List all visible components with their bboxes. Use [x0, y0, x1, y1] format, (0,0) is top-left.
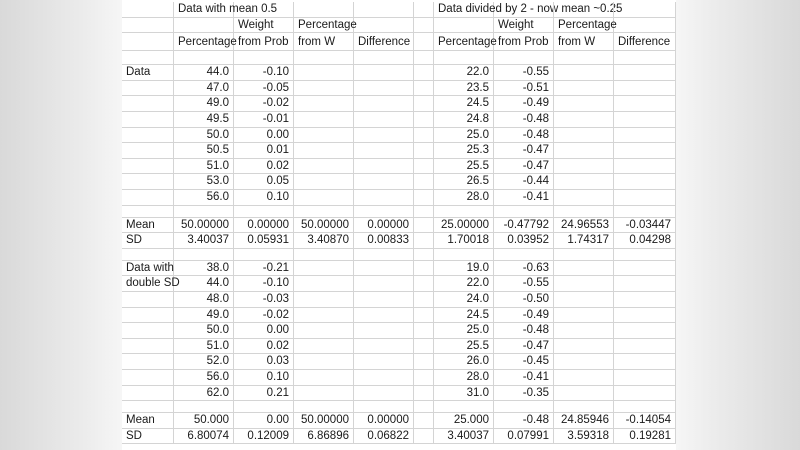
empty-cell[interactable] [122, 370, 174, 386]
empty-cell[interactable] [294, 249, 354, 261]
empty-cell[interactable] [414, 249, 434, 261]
stat-cell-sd[interactable]: 0.00833 [354, 233, 414, 249]
data-cell-weight[interactable]: -0.48 [494, 323, 554, 339]
stat-cell-mean[interactable]: -0.48 [494, 413, 554, 429]
empty-cell[interactable] [354, 51, 414, 65]
empty-cell[interactable] [414, 128, 434, 144]
empty-cell[interactable] [614, 128, 676, 144]
empty-cell[interactable] [614, 386, 676, 402]
data-cell-weight[interactable]: -0.48 [494, 112, 554, 128]
empty-cell[interactable] [414, 323, 434, 339]
data-cell-weight[interactable]: -0.02 [234, 308, 294, 324]
empty-cell[interactable] [294, 292, 354, 308]
empty-cell[interactable] [294, 308, 354, 324]
stat-cell-mean[interactable]: 50.000 [174, 413, 234, 429]
empty-cell[interactable] [554, 261, 614, 277]
data-cell-weight[interactable]: -0.41 [494, 370, 554, 386]
empty-cell[interactable] [354, 323, 414, 339]
empty-cell[interactable] [414, 261, 434, 277]
empty-cell[interactable] [122, 190, 174, 206]
empty-cell[interactable] [614, 112, 676, 128]
empty-cell[interactable] [414, 190, 434, 206]
data-cell-percentage[interactable]: 24.5 [434, 96, 494, 112]
data-cell-percentage[interactable]: 22.0 [434, 65, 494, 81]
empty-cell[interactable] [414, 96, 434, 112]
data-cell-percentage[interactable]: 50.0 [174, 323, 234, 339]
empty-cell[interactable] [354, 370, 414, 386]
data-cell-percentage[interactable]: 52.0 [174, 354, 234, 370]
stat-cell-mean[interactable]: 24.96553 [554, 218, 614, 234]
empty-cell[interactable] [494, 2, 554, 18]
empty-cell[interactable] [614, 65, 676, 81]
empty-cell[interactable] [122, 81, 174, 97]
empty-cell[interactable] [354, 112, 414, 128]
empty-cell[interactable] [614, 323, 676, 339]
data-cell-percentage[interactable]: 53.0 [174, 174, 234, 190]
column-header-line1[interactable]: Weight [494, 18, 554, 34]
empty-cell[interactable] [354, 159, 414, 175]
empty-cell[interactable] [294, 159, 354, 175]
stat-cell-sd[interactable]: 0.03952 [494, 233, 554, 249]
data-cell-weight[interactable]: 0.02 [234, 159, 294, 175]
row-label-sd[interactable]: SD [122, 429, 174, 445]
data-cell-percentage[interactable]: 25.5 [434, 159, 494, 175]
empty-cell[interactable] [354, 292, 414, 308]
empty-cell[interactable] [122, 51, 174, 65]
empty-cell[interactable] [414, 206, 434, 218]
stat-cell-sd[interactable]: 3.40037 [174, 233, 234, 249]
empty-cell[interactable] [414, 233, 434, 249]
stat-cell-sd[interactable]: 1.70018 [434, 233, 494, 249]
empty-cell[interactable] [122, 174, 174, 190]
data-cell-percentage[interactable]: 25.3 [434, 143, 494, 159]
data-cell-percentage[interactable]: 44.0 [174, 276, 234, 292]
stat-cell-mean[interactable]: 0.00 [234, 413, 294, 429]
data-cell-weight[interactable]: -0.47 [494, 143, 554, 159]
empty-cell[interactable] [294, 386, 354, 402]
empty-cell[interactable] [614, 249, 676, 261]
empty-cell[interactable] [414, 339, 434, 355]
data-cell-percentage[interactable]: 28.0 [434, 370, 494, 386]
data-cell-percentage[interactable]: 49.0 [174, 96, 234, 112]
data-cell-percentage[interactable]: 26.5 [434, 174, 494, 190]
data-cell-weight[interactable]: -0.48 [494, 128, 554, 144]
empty-cell[interactable] [294, 354, 354, 370]
data-cell-percentage[interactable]: 49.0 [174, 308, 234, 324]
empty-cell[interactable] [414, 354, 434, 370]
stat-cell-sd[interactable]: 1.74317 [554, 233, 614, 249]
row-label-mean[interactable]: Mean [122, 218, 174, 234]
empty-cell[interactable] [554, 51, 614, 65]
data-cell-percentage[interactable]: 49.5 [174, 112, 234, 128]
empty-cell[interactable] [434, 206, 494, 218]
empty-cell[interactable] [554, 386, 614, 402]
data-cell-percentage[interactable]: 47.0 [174, 81, 234, 97]
empty-cell[interactable] [614, 308, 676, 324]
data-cell-weight[interactable]: -0.45 [494, 354, 554, 370]
stat-cell-sd[interactable]: 0.06822 [354, 429, 414, 445]
empty-cell[interactable] [414, 112, 434, 128]
empty-cell[interactable] [414, 143, 434, 159]
empty-cell[interactable] [554, 112, 614, 128]
empty-cell[interactable] [122, 249, 174, 261]
empty-cell[interactable] [354, 2, 414, 18]
data-cell-percentage[interactable]: 25.0 [434, 323, 494, 339]
empty-cell[interactable] [414, 386, 434, 402]
empty-cell[interactable] [354, 386, 414, 402]
row-label-sd[interactable]: SD [122, 233, 174, 249]
data-cell-weight[interactable]: 0.00 [234, 128, 294, 144]
data-cell-percentage[interactable]: 24.8 [434, 112, 494, 128]
empty-cell[interactable] [294, 206, 354, 218]
empty-cell[interactable] [354, 190, 414, 206]
data-cell-weight[interactable]: 0.03 [234, 354, 294, 370]
empty-cell[interactable] [554, 143, 614, 159]
empty-cell[interactable] [614, 190, 676, 206]
empty-cell[interactable] [234, 2, 294, 18]
empty-cell[interactable] [614, 2, 676, 18]
empty-cell[interactable] [554, 174, 614, 190]
empty-cell[interactable] [354, 96, 414, 112]
empty-cell[interactable] [554, 370, 614, 386]
empty-cell[interactable] [414, 81, 434, 97]
row-label-mean[interactable]: Mean [122, 413, 174, 429]
empty-cell[interactable] [294, 128, 354, 144]
data-cell-weight[interactable]: -0.03 [234, 292, 294, 308]
data-cell-weight[interactable]: -0.10 [234, 276, 294, 292]
column-header-line2[interactable]: from W [294, 33, 354, 51]
empty-cell[interactable] [614, 261, 676, 277]
empty-cell[interactable] [614, 96, 676, 112]
empty-cell[interactable] [414, 33, 434, 51]
empty-cell[interactable] [294, 51, 354, 65]
column-header-line2[interactable]: Percentage [174, 33, 234, 51]
stat-cell-mean[interactable]: -0.47792 [494, 218, 554, 234]
empty-cell[interactable] [294, 261, 354, 277]
empty-cell[interactable] [122, 33, 174, 51]
data-cell-percentage[interactable]: 50.5 [174, 143, 234, 159]
empty-cell[interactable] [234, 401, 294, 413]
empty-cell[interactable] [554, 159, 614, 175]
empty-cell[interactable] [414, 308, 434, 324]
empty-cell[interactable] [554, 276, 614, 292]
data-cell-percentage[interactable]: 25.5 [434, 339, 494, 355]
left-screen-margin [0, 0, 122, 450]
empty-cell[interactable] [174, 51, 234, 65]
empty-cell[interactable] [234, 206, 294, 218]
stat-cell-mean[interactable]: -0.03447 [614, 218, 676, 234]
empty-cell[interactable] [414, 429, 434, 445]
left-block-title[interactable]: Data with mean 0.5 [174, 2, 234, 18]
data-cell-weight[interactable]: -0.47 [494, 159, 554, 175]
empty-cell[interactable] [122, 128, 174, 144]
empty-cell[interactable] [294, 370, 354, 386]
empty-cell[interactable] [414, 65, 434, 81]
data-cell-weight[interactable]: 0.01 [234, 143, 294, 159]
empty-cell[interactable] [122, 143, 174, 159]
empty-cell[interactable] [122, 206, 174, 218]
empty-cell[interactable] [354, 128, 414, 144]
empty-cell[interactable] [434, 401, 494, 413]
empty-cell[interactable] [554, 308, 614, 324]
data-cell-percentage[interactable]: 19.0 [434, 261, 494, 277]
stat-cell-mean[interactable]: 24.85946 [554, 413, 614, 429]
data-cell-weight[interactable]: -0.47 [494, 339, 554, 355]
empty-cell[interactable] [554, 323, 614, 339]
data-cell-weight[interactable]: -0.02 [234, 96, 294, 112]
empty-cell[interactable] [614, 276, 676, 292]
stat-cell-sd[interactable]: 3.40870 [294, 233, 354, 249]
empty-cell[interactable] [122, 354, 174, 370]
empty-cell[interactable] [294, 96, 354, 112]
data-cell-weight[interactable]: -0.51 [494, 81, 554, 97]
empty-cell[interactable] [122, 386, 174, 402]
empty-cell[interactable] [122, 112, 174, 128]
empty-cell[interactable] [494, 51, 554, 65]
empty-cell[interactable] [414, 401, 434, 413]
empty-cell[interactable] [294, 276, 354, 292]
column-header-line1[interactable] [354, 18, 414, 34]
data-cell-percentage[interactable]: 56.0 [174, 190, 234, 206]
empty-cell[interactable] [122, 323, 174, 339]
row-label-data[interactable]: Data [122, 65, 174, 81]
stat-cell-mean[interactable]: 50.00000 [294, 218, 354, 234]
empty-cell[interactable] [554, 292, 614, 308]
empty-cell[interactable] [122, 18, 174, 34]
empty-cell[interactable] [554, 401, 614, 413]
stat-cell-mean[interactable]: 25.000 [434, 413, 494, 429]
column-header-line2[interactable]: Percentage [434, 33, 494, 51]
data-cell-weight[interactable]: -0.55 [494, 65, 554, 81]
empty-cell[interactable] [554, 96, 614, 112]
empty-cell[interactable] [122, 401, 174, 413]
column-header-line2[interactable]: Difference [354, 33, 414, 51]
empty-cell[interactable] [174, 401, 234, 413]
empty-cell[interactable] [354, 354, 414, 370]
empty-cell[interactable] [294, 174, 354, 190]
data-cell-weight[interactable]: -0.55 [494, 276, 554, 292]
empty-cell[interactable] [554, 206, 614, 218]
empty-cell[interactable] [494, 206, 554, 218]
data-cell-weight[interactable]: -0.44 [494, 174, 554, 190]
data-cell-weight[interactable]: -0.05 [234, 81, 294, 97]
stat-cell-mean[interactable]: 50.00000 [174, 218, 234, 234]
stat-cell-mean[interactable]: -0.14054 [614, 413, 676, 429]
empty-cell[interactable] [122, 2, 174, 18]
empty-cell[interactable] [414, 370, 434, 386]
empty-cell[interactable] [294, 81, 354, 97]
empty-cell[interactable] [614, 354, 676, 370]
stat-cell-sd[interactable]: 0.05931 [234, 233, 294, 249]
empty-cell[interactable] [234, 51, 294, 65]
empty-cell[interactable] [554, 65, 614, 81]
data-cell-weight[interactable]: -0.50 [494, 292, 554, 308]
data-cell-weight[interactable]: 0.10 [234, 370, 294, 386]
stat-cell-sd[interactable]: 6.86896 [294, 429, 354, 445]
empty-cell[interactable] [294, 401, 354, 413]
empty-cell[interactable] [174, 206, 234, 218]
empty-cell[interactable] [354, 249, 414, 261]
data-cell-percentage[interactable]: 38.0 [174, 261, 234, 277]
empty-cell[interactable] [294, 339, 354, 355]
empty-cell[interactable] [494, 249, 554, 261]
empty-cell[interactable] [294, 2, 354, 18]
empty-cell[interactable] [554, 190, 614, 206]
data-cell-weight[interactable]: 0.21 [234, 386, 294, 402]
data-cell-weight[interactable]: -0.41 [494, 190, 554, 206]
column-header-line1[interactable]: Percentage [554, 18, 614, 34]
empty-cell[interactable] [614, 339, 676, 355]
data-cell-weight[interactable]: -0.49 [494, 308, 554, 324]
data-cell-weight[interactable]: 0.10 [234, 190, 294, 206]
data-cell-weight[interactable]: 0.05 [234, 174, 294, 190]
data-cell-percentage[interactable]: 56.0 [174, 370, 234, 386]
empty-cell[interactable] [554, 2, 614, 18]
empty-cell[interactable] [614, 143, 676, 159]
data-cell-weight[interactable]: -0.10 [234, 65, 294, 81]
empty-cell[interactable] [414, 159, 434, 175]
row-label-double-sd[interactable]: double SD [122, 276, 174, 292]
empty-cell[interactable] [122, 292, 174, 308]
empty-cell[interactable] [614, 51, 676, 65]
empty-cell[interactable] [414, 51, 434, 65]
data-cell-percentage[interactable]: 24.0 [434, 292, 494, 308]
empty-cell[interactable] [414, 174, 434, 190]
data-cell-percentage[interactable]: 31.0 [434, 386, 494, 402]
data-cell-weight[interactable]: -0.35 [494, 386, 554, 402]
empty-cell[interactable] [434, 249, 494, 261]
stat-cell-sd[interactable]: 0.12009 [234, 429, 294, 445]
data-cell-weight[interactable]: 0.00 [234, 323, 294, 339]
data-cell-percentage[interactable]: 44.0 [174, 65, 234, 81]
column-header-line1[interactable]: Percentage [294, 18, 354, 34]
column-header-line1[interactable] [614, 18, 676, 34]
empty-cell[interactable] [494, 401, 554, 413]
column-header-line2[interactable]: from W [554, 33, 614, 51]
empty-cell[interactable] [294, 112, 354, 128]
data-cell-percentage[interactable]: 50.0 [174, 128, 234, 144]
data-cell-weight[interactable]: -0.01 [234, 112, 294, 128]
empty-cell[interactable] [234, 249, 294, 261]
empty-cell[interactable] [354, 143, 414, 159]
data-cell-percentage[interactable]: 24.5 [434, 308, 494, 324]
column-header-line2[interactable]: from Prob [234, 33, 294, 51]
empty-cell[interactable] [354, 81, 414, 97]
data-cell-percentage[interactable]: 22.0 [434, 276, 494, 292]
empty-cell[interactable] [354, 206, 414, 218]
spreadsheet-grid[interactable] [122, 0, 676, 450]
data-cell-percentage[interactable]: 48.0 [174, 292, 234, 308]
empty-cell[interactable] [122, 308, 174, 324]
empty-cell[interactable] [122, 339, 174, 355]
data-cell-weight[interactable]: -0.63 [494, 261, 554, 277]
column-header-line1[interactable] [434, 18, 494, 34]
stat-cell-mean[interactable]: 0.00000 [354, 218, 414, 234]
empty-cell[interactable] [614, 159, 676, 175]
stat-cell-sd[interactable]: 3.59318 [554, 429, 614, 445]
stat-cell-sd[interactable]: 0.19281 [614, 429, 676, 445]
empty-cell[interactable] [554, 128, 614, 144]
data-cell-percentage[interactable]: 28.0 [434, 190, 494, 206]
data-cell-weight[interactable]: 0.02 [234, 339, 294, 355]
empty-cell[interactable] [354, 65, 414, 81]
data-cell-percentage[interactable]: 26.0 [434, 354, 494, 370]
empty-cell[interactable] [554, 249, 614, 261]
empty-cell[interactable] [554, 81, 614, 97]
empty-cell[interactable] [414, 292, 434, 308]
empty-cell[interactable] [614, 370, 676, 386]
empty-cell[interactable] [614, 206, 676, 218]
data-cell-percentage[interactable]: 51.0 [174, 339, 234, 355]
empty-cell[interactable] [354, 339, 414, 355]
stat-cell-mean[interactable]: 0.00000 [354, 413, 414, 429]
empty-cell[interactable] [554, 354, 614, 370]
empty-cell[interactable] [294, 190, 354, 206]
stat-cell-mean[interactable]: 25.00000 [434, 218, 494, 234]
stat-cell-sd[interactable]: 6.80074 [174, 429, 234, 445]
data-cell-percentage[interactable]: 25.0 [434, 128, 494, 144]
empty-cell[interactable] [294, 65, 354, 81]
empty-cell[interactable] [414, 18, 434, 34]
right-block-title[interactable]: Data divided by 2 - now mean ~0.25 [434, 2, 494, 18]
column-header-line1[interactable]: Weight [234, 18, 294, 34]
empty-cell[interactable] [294, 143, 354, 159]
column-header-line2[interactable]: from Prob [494, 33, 554, 51]
empty-cell[interactable] [354, 401, 414, 413]
data-cell-percentage[interactable]: 51.0 [174, 159, 234, 175]
stat-cell-sd[interactable]: 3.40037 [434, 429, 494, 445]
empty-cell[interactable] [614, 174, 676, 190]
empty-cell[interactable] [614, 401, 676, 413]
column-header-line2[interactable]: Difference [614, 33, 676, 51]
empty-cell[interactable] [434, 51, 494, 65]
empty-cell[interactable] [414, 2, 434, 18]
stat-cell-sd[interactable]: 0.07991 [494, 429, 554, 445]
empty-cell[interactable] [174, 249, 234, 261]
empty-cell[interactable] [414, 276, 434, 292]
empty-cell[interactable] [122, 159, 174, 175]
empty-cell[interactable] [354, 308, 414, 324]
empty-cell[interactable] [414, 218, 434, 234]
empty-cell[interactable] [354, 261, 414, 277]
stat-cell-sd[interactable]: 0.04298 [614, 233, 676, 249]
stat-cell-mean[interactable]: 0.00000 [234, 218, 294, 234]
right-screen-margin [676, 0, 800, 450]
empty-cell[interactable] [614, 81, 676, 97]
data-cell-weight[interactable]: -0.21 [234, 261, 294, 277]
empty-cell[interactable] [614, 292, 676, 308]
empty-cell[interactable] [414, 413, 434, 429]
column-header-line1[interactable] [174, 18, 234, 34]
empty-cell[interactable] [122, 96, 174, 112]
data-cell-percentage[interactable]: 62.0 [174, 386, 234, 402]
empty-cell[interactable] [554, 339, 614, 355]
stat-cell-mean[interactable]: 50.00000 [294, 413, 354, 429]
row-label-data-with[interactable]: Data with [122, 261, 174, 277]
data-cell-percentage[interactable]: 23.5 [434, 81, 494, 97]
data-cell-weight[interactable]: -0.49 [494, 96, 554, 112]
empty-cell[interactable] [354, 276, 414, 292]
empty-cell[interactable] [354, 174, 414, 190]
empty-cell[interactable] [294, 323, 354, 339]
